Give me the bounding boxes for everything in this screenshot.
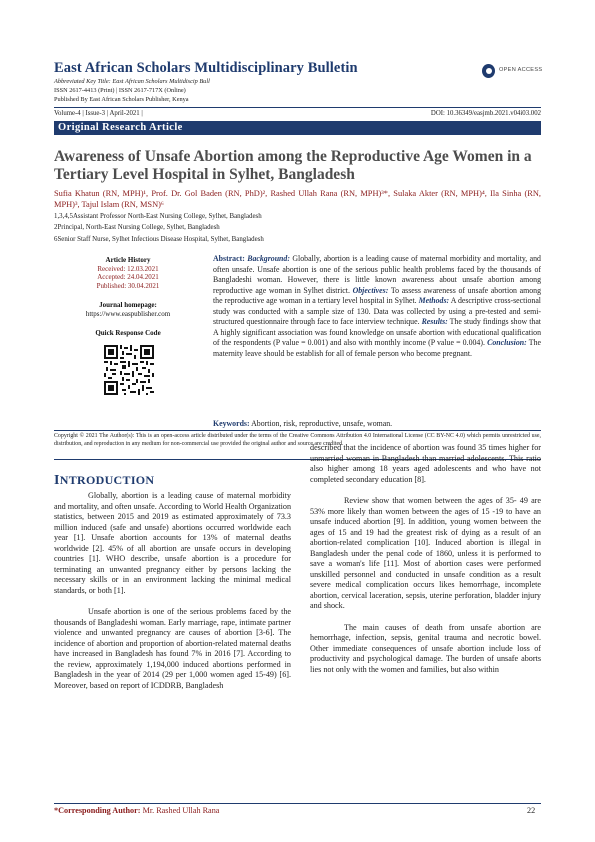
journal-homepage-title: Journal homepage: [99, 301, 157, 309]
results-text: The study findings show that A highly significant association was found knowledge on unsafe abortion with educational qualification of the respondents (P value = 0.001) and also with monthly income (P value = 0.004). [213, 317, 541, 347]
received-date: Received: 12.03.2021 [97, 264, 159, 273]
background-label: Background: [247, 254, 290, 263]
published-date: Published: 30.04.2021 [96, 281, 160, 290]
issn-line: ISSN 2617-4413 (Print) | ISSN 2617-717X (Online) [54, 87, 186, 94]
corresponding-label: *Corresponding Author: [54, 806, 141, 815]
paragraph: Globally, abortion is a leading cause of maternal morbidity and mortality, and often unsafe. According to World Health Organization statistics, between 2015 and 2019 as estimated approximately of 73.3 million induced (safe and unsafe) abortions occurred worldwide each year [1]. Unsafe abortion accounts for 13% of maternal deaths worldwide [2]. 45% of all abortion are unsafe occurs in developing countries [1]. WHO describe, unsafe abortion is a procedure for terminating an unwanted pregnancy either by persons lacking the necessary skills or in an environment lacking the minimal medical standards, or both [1]. [54, 491, 292, 595]
affiliation-2: 2Principal, North-East Nursing College, Sylhet, Bangladesh [54, 224, 220, 231]
paragraph: Review show that women between the ages of 35- 49 are 53% more likely than women between the ages of 15 -19 to have an unsafe induced abortion [9]. In addition, young women between the ages of 15 and 19 had the greatest risk of dying as a result of an abortion-related complication [10]. Induced abortion is illegal in Bangladesh under the penal code of 1860, unless it is performed to save a woman's life [11]. Most of abortion cases were performed unskilled personnel and conducted in unsafe condition as a result severe medical complication occurs likes hemorrhage, incomplete abortion, cervical laceration, sepsis, uterine perforation, bladder injury and shock. [310, 496, 541, 610]
abstract-label: Abstract: [213, 254, 245, 263]
accepted-date: Accepted: 24.04.2021 [97, 273, 159, 281]
keywords-text: Abortion, risk, reproductive, unsafe, woman. [251, 419, 393, 428]
corresponding-author [54, 806, 219, 815]
introduction-rest: NTRODUCTION [59, 473, 155, 487]
corresponding-name: Mr. Rashed Ullah Rana [142, 806, 220, 815]
affiliation-1: 1,3,4,5Assistant Professor North-East Nursing College, Sylhet, Bangladesh [54, 213, 262, 220]
abbreviated-title: Abbreviated Key Title: East African Scholars Multidiscip Bull [54, 78, 210, 85]
section-label: Original Research Article [58, 122, 183, 133]
open-access-label: OPEN ACCESS [499, 67, 543, 73]
journal-title: East African Scholars Multidisciplinary Bulletin [54, 60, 358, 76]
footer-rule [54, 803, 541, 804]
copyright-rule [54, 430, 541, 431]
affiliation-3: 6Senior Staff Nurse, Sylhet Infectious Disease Hospital, Sylhet, Bangladesh [54, 236, 264, 243]
article-history-title: Article History [105, 256, 151, 264]
left-column [54, 491, 291, 691]
paper-title: Awareness of Unsafe Abortion among the Reproductive Age Women in a Tertiary Level Hospital in Sylhet, Bangladesh [54, 148, 532, 183]
right-column [310, 443, 541, 675]
author-list: Sufia Khatun (RN, MPH)¹, Prof. Dr. Gol Baden (RN, PhD)², Rashed Ullah Rana (RN, MPH)³*, Sulaka Akter (RN, MPH)⁴, Ila Sinha (RN, MPH)³, Tajul Islam (RN, MSN)⁶ [54, 189, 541, 209]
article-info-sidebar [54, 256, 202, 338]
open-access-icon [482, 64, 495, 78]
introduction-heading [54, 473, 154, 489]
page-number: 22 [527, 806, 536, 815]
keywords-label: Keywords: [213, 419, 250, 428]
copyright-notice: Copyright © 2021 The Author(s): This is an open-access article distributed under the terms of the Creative Commons Attribution 4.0 International License (CC BY-NC 4.0) which permits unrestricted use, distribution, and reproduction in any medium for non-commercial use provided the original author and source are credited. [54, 433, 541, 447]
objectives-label: Objectives: [352, 285, 389, 295]
methods-text: A descriptive cross-sectional study was conducted with a sample size of 130. Data was collected by using a pre-tested and semi-structured questionnaire through face to face interview technique. [213, 296, 541, 326]
paragraph: The main causes of death from unsafe abortion are hemorrhage, infection, sepsis, genital trauma and necrotic bowel. Other immediate consequences of unsafe abortion include loss of productivity and psychological damage. The burden of unsafe aborts lies not only with the women and families, but also within [310, 622, 541, 674]
conclusion-label: Conclusion: [487, 338, 527, 347]
methods-label: Methods: [418, 296, 450, 305]
paragraph: Unsafe abortion is one of the serious problems faced by the thousands of Bangladeshi woman. Early marriage, rape, intimate partner violence and unwanted pregnancy are causes of abortion [3-6]. The incidence of abortion and proportion of abortion-related maternal deaths have increased in Bangladesh has found 7% in 2016 [7]. According to the review, approximately 1,194,000 induced abortions performed in Bangladesh in the year of 2014 (29 per 1,000 women aged 15-49) [6]. Moreover, based on report of ICDDRB, Bangladesh [54, 607, 291, 690]
qr-code [104, 345, 154, 395]
background-text: Globally, abortion is a leading cause of maternal morbidity and mortality, and often unsafe. Unsafe abortion is one of the serious public health problems faced by the thousands of Bangladeshi woman. However, there is little known awareness about unsafe abortion among reproductive age woman in Sylhet district. [213, 254, 541, 295]
open-access-badge [482, 64, 548, 78]
volume-issue: Volume-4 | Issue-3 | April-2021 | [54, 110, 143, 117]
paragraph: described that the incidence of abortion was found 35 times higher for unmarried woman in Bangladesh than married adolescents. This ratio also higher among 18 years aged adolescents and who have not completed secondary education [8]. [310, 443, 541, 484]
keywords [213, 419, 541, 428]
publisher-line: Published By East African Scholars Publisher, Kenya [54, 96, 189, 103]
qr-code-title: Quick Response Code [95, 329, 161, 337]
objectives-text: To assess awareness of unsafe abortion among the reproductive age woman in a tertiary level hospital in Sylhet. [213, 285, 541, 305]
header-rule [54, 107, 541, 108]
section-banner [54, 121, 541, 135]
results-label: Results: [421, 317, 448, 326]
conclusion-text: The maternity leave should be establish for all of female person who become pregnant. [213, 338, 541, 358]
journal-homepage-link[interactable]: https://www.easpublisher.com [85, 309, 171, 318]
volume-row [54, 110, 541, 117]
abstract [213, 254, 541, 359]
introduction-initial: I [54, 473, 60, 488]
doi: DOI: 10.36349/easjmb.2021.v04i03.002 [430, 110, 541, 117]
